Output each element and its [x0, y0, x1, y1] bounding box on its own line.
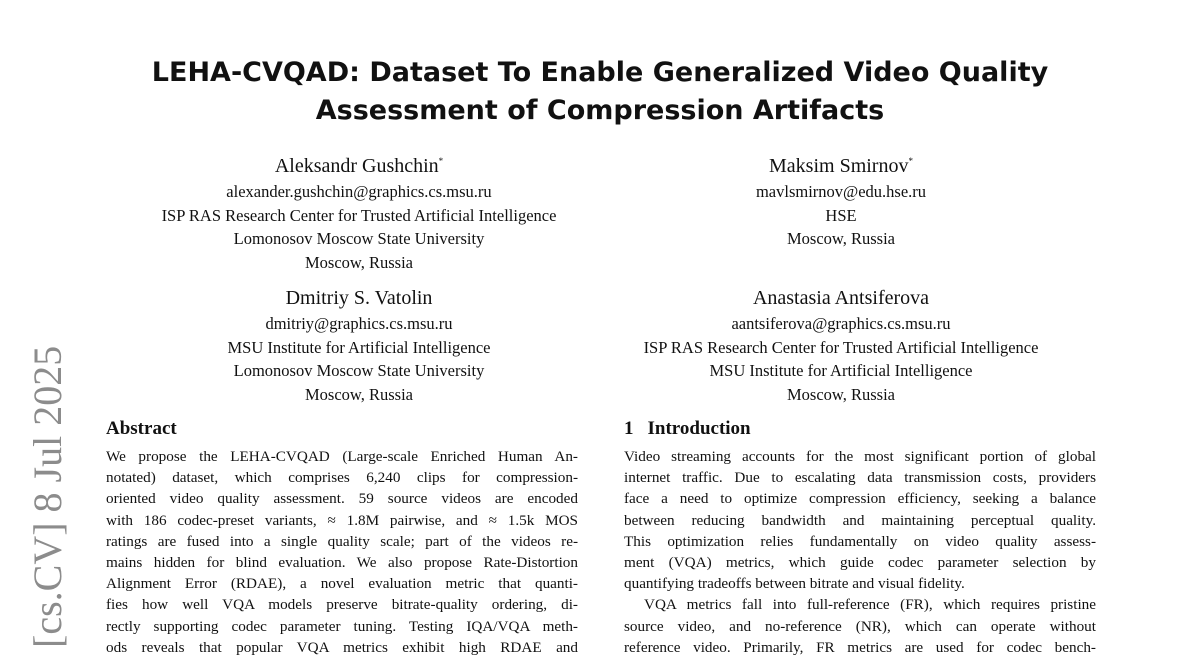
author-affiliation: ISP RAS Research Center for Trusted Artificial Intelligence	[643, 337, 1039, 357]
intro-line: face a need to optimize compression efficiency, seeking a balance	[624, 490, 1096, 508]
title-line-1: LEHA-CVQAD: Dataset To Enable Generalized Video Quality	[151, 57, 1049, 88]
intro-line: reference video. Primarily, FR metrics are used for codec bench-	[624, 638, 1096, 656]
abstract-line: We propose the LEHA-CVQAD (Large-scale Enriched Human An-	[106, 448, 578, 465]
author-name: Maksim Smirnov*	[769, 155, 913, 177]
author-name: Dmitriy S. Vatolin	[285, 287, 433, 309]
intro-line: quantifying tradeoffs between bitrate and visual fidelity.	[624, 575, 965, 593]
abstract-heading: Abstract	[106, 418, 177, 439]
author-email: mavlsmirnov@edu.hse.ru	[755, 182, 927, 201]
author-block-vatolin	[99, 284, 619, 406]
equal-contribution-mark: *	[908, 156, 913, 166]
author-location: Moscow, Russia	[304, 252, 413, 272]
abstract-line: Alignment Error (RDAE), a novel evaluation metric that quanti-	[106, 575, 578, 593]
intro-line: source video, and no-reference (NR), which can operate without	[624, 617, 1096, 635]
author-block-smirnov	[581, 147, 1101, 251]
abstract-body	[106, 446, 578, 658]
abstract-line: notated) dataset, which comprises 6,240 clips for compression-	[106, 469, 578, 487]
author-affiliation: Lomonosov Moscow State University	[233, 229, 485, 248]
abstract-line: mains hidden for blind evaluation. We also propose Rate-Distortion	[106, 554, 578, 572]
abstract-line: rectly supporting codec parameter tuning. Testing IQA/VQA meth-	[106, 617, 578, 635]
intro-line: ment (VQA) metrics, which guide codec parameter selection by	[624, 554, 1096, 572]
introduction-heading	[624, 417, 751, 441]
abstract-line: ods reveals that popular VQA metrics exhibit high RDAE and	[106, 638, 578, 656]
abstract-line: with 186 codec-preset variants, ≈ 1.8M pairwise, and ≈ 1.5k MOS	[106, 511, 578, 529]
intro-line: Video streaming accounts for the most significant portion of global	[624, 448, 1096, 465]
author-name: Anastasia Antsiferova	[752, 287, 930, 309]
author-affiliation: MSU Institute for Artificial Intelligence	[227, 337, 491, 357]
author-name: Aleksandr Gushchin*	[274, 155, 444, 177]
author-email: dmitriy@graphics.cs.msu.ru	[265, 314, 453, 333]
author-affiliation: HSE	[825, 205, 857, 225]
author-email: alexander.gushchin@graphics.cs.msu.ru	[226, 182, 492, 201]
section-title: Introduction	[647, 418, 751, 439]
introduction-body	[624, 446, 1096, 658]
author-block-antsiferova	[581, 284, 1101, 406]
author-location: Moscow, Russia	[304, 384, 413, 404]
author-affiliation: MSU Institute for Artificial Intelligence	[709, 361, 973, 380]
abstract-line: ratings are fused into a single quality scale; part of the videos re-	[106, 532, 578, 550]
author-affiliation: ISP RAS Research Center for Trusted Artificial Intelligence	[161, 205, 557, 225]
author-location: Moscow, Russia	[786, 229, 895, 248]
intro-line: VQA metrics fall into full-reference (FR), which requires pristine	[644, 596, 1096, 614]
abstract-line: oriented video quality assessment. 59 source videos are encoded	[106, 490, 578, 508]
section-number: 1	[624, 418, 634, 439]
intro-line: internet traffic. Due to escalating data transmission costs, providers	[624, 469, 1096, 487]
equal-contribution-mark: *	[438, 156, 444, 166]
intro-line: between reducing bandwidth and maintaining perceptual quality.	[624, 511, 1096, 529]
intro-line: This optimization relies fundamentally on video quality assess-	[624, 532, 1096, 550]
abstract-line: fies how well VQA models preserve bitrate-quality ordering, di-	[106, 596, 578, 614]
author-location: Moscow, Russia	[786, 384, 895, 404]
author-email: aantsiferova@graphics.cs.msu.ru	[731, 314, 951, 333]
author-block-gushchin	[99, 147, 619, 274]
arxiv-stamp: [cs.CV] 8 Jul 2025	[25, 345, 70, 648]
author-affiliation: Lomonosov Moscow State University	[233, 361, 485, 380]
title-line-2: Assessment of Compression Artifacts	[315, 95, 885, 126]
paper-title	[0, 54, 1200, 130]
